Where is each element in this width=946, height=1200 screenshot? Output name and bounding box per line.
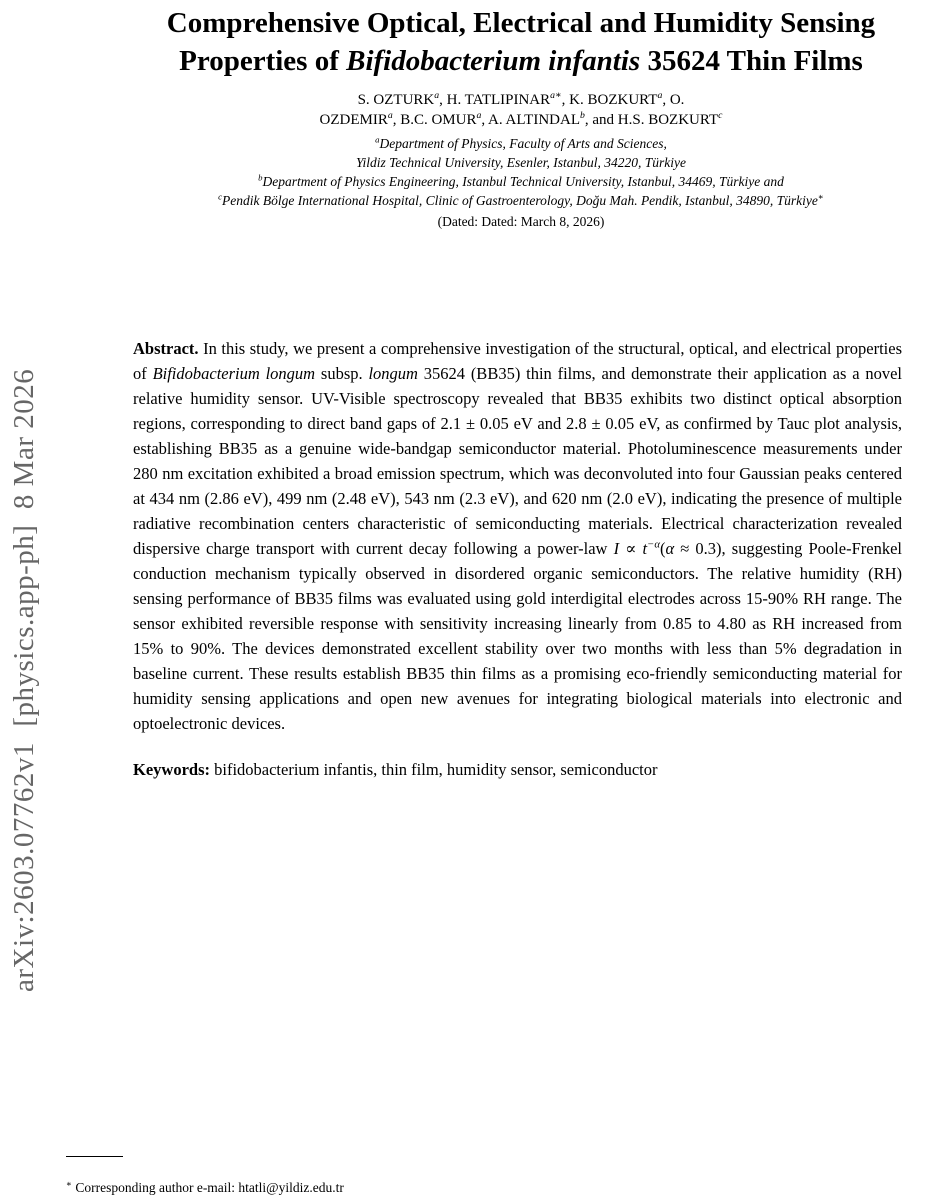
text-segment: ≈ 0.3), suggesting Poole-Frenkel conduction mechanism typically observed in disordered organic semiconductors. The relative humidity (RH) sensing performance of BB35 films was evaluated using gold interdigital electrodes across 15-90% RH range. The sensor exhibited reversible response with sensitivity increasing linearly from 0.85 to 4.80 as RH increased from 15% to 90%. The devices demonstrated excellent stability over two months with less than 5% degradation in baseline current. These results establish BB35 thin films as a promising eco-friendly semiconducting material for humidity sensing applications and open new avenues for integrating biological materials into electronic and optoelectronic devices. bbox=[133, 539, 902, 733]
text-segment: Yildiz Technical University, Esenler, Istanbul, 34220, Türkiye bbox=[356, 155, 686, 170]
text-segment: a∗ bbox=[550, 90, 562, 101]
text-segment: ( bbox=[659, 539, 666, 558]
text-segment: Abstract. bbox=[133, 339, 199, 358]
text-segment: subsp. bbox=[315, 364, 369, 383]
affiliation-line-4 bbox=[96, 191, 946, 210]
text-segment: , and H.S. BOZKURT bbox=[584, 112, 719, 128]
footnote-rule bbox=[66, 1156, 123, 1157]
text-segment: , H. TATLIPINAR bbox=[439, 92, 551, 108]
text-segment: Bifidobacterium longum bbox=[152, 364, 316, 383]
text-segment: b bbox=[258, 172, 263, 183]
text-segment: ∗ bbox=[817, 191, 824, 202]
text-segment: I bbox=[613, 539, 620, 558]
text-segment: c bbox=[218, 191, 222, 202]
text-segment: In this study, we present a comprehensive investigation of the structural, optical, and electrical properties of bbox=[133, 339, 902, 383]
paper-body bbox=[96, 336, 946, 782]
text-segment: ∝ bbox=[619, 539, 643, 558]
text-segment: , B.C. OMUR bbox=[392, 112, 477, 128]
keywords-line bbox=[133, 757, 902, 782]
text-segment: , K. BOZKURT bbox=[561, 92, 658, 108]
text-segment: a bbox=[434, 90, 440, 101]
text-segment: a bbox=[476, 110, 482, 121]
text-segment: a bbox=[375, 134, 380, 145]
text-segment: Pendik Bölge International Hospital, Clinic of Gastroenterology, Doğu Mah. Pendik, Istanbul, 34890, Türkiye bbox=[221, 193, 818, 208]
text-segment: c bbox=[718, 110, 723, 121]
paper-header bbox=[96, 0, 946, 230]
affiliation-line-2 bbox=[96, 153, 946, 172]
text-segment: −α bbox=[647, 538, 660, 551]
text-segment: b bbox=[580, 110, 585, 121]
text-segment: bifidobacterium infantis, thin film, humidity sensor, semiconductor bbox=[210, 760, 658, 779]
text-segment: , A. ALTINDAL bbox=[481, 112, 580, 128]
author-list bbox=[96, 90, 946, 130]
text-segment: Keywords: bbox=[133, 760, 210, 779]
affiliations bbox=[96, 134, 946, 210]
abstract-paragraph bbox=[133, 336, 902, 736]
paper-title-line-2 bbox=[96, 42, 946, 80]
text-segment: longum bbox=[368, 364, 418, 383]
text-segment: Properties of bbox=[179, 45, 347, 77]
text-segment: a bbox=[657, 90, 663, 101]
text-segment: 35624 Thin Films bbox=[640, 45, 863, 77]
corresponding-author-footnote bbox=[66, 1180, 344, 1196]
paper-title bbox=[96, 0, 946, 80]
affiliation-line-1 bbox=[96, 134, 946, 153]
text-segment: Corresponding author e-mail: htatli@yildiz.edu.tr bbox=[71, 1180, 344, 1195]
text-segment: Bifidobacterium infantis bbox=[346, 45, 641, 77]
text-segment: t bbox=[642, 539, 648, 558]
text-segment: a bbox=[387, 110, 393, 121]
text-segment: S. OZTURK bbox=[357, 92, 435, 108]
text-segment: OZDEMIR bbox=[319, 112, 388, 128]
text-segment: , O. bbox=[662, 92, 685, 108]
date-line: (Dated: Dated: March 8, 2026) bbox=[437, 214, 605, 229]
author-line-2 bbox=[96, 110, 946, 130]
paper-content-column bbox=[96, 0, 946, 782]
text-segment: 35624 (BB35) thin films, and demonstrate their application as a novel relative humidity sensor. UV-Visible spectroscopy revealed that BB35 exhibits two distinct optical absorption regions, corresponding to direct band gaps of 2.1 ± 0.05 eV and 2.8 ± 0.05 eV, as confirmed by Tauc plot analysis, establishing BB35 as a genuine wide-bandgap semiconductor material. Photoluminescence measurements under 280 nm excitation exhibited a broad emission spectrum, which was deconvoluted into four Gaussian peaks centered at 434 nm (2.86 eV), 499 nm (2.48 eV), 543 nm (2.3 eV), and 620 nm (2.0 eV), indicating the presence of multiple radiative recombination centers characteristic of semiconducting materials. Electrical characterization revealed dispersive charge transport with current decay following a power-law bbox=[133, 364, 903, 558]
text-segment: α bbox=[665, 539, 675, 558]
text-segment: Department of Physics Engineering, Istanbul Technical University, Istanbul, 34469, Türkiye and bbox=[262, 174, 784, 189]
text-segment: Department of Physics, Faculty of Arts and Sciences, bbox=[379, 136, 667, 151]
text-segment: ∗ bbox=[66, 1178, 72, 1189]
author-line-1 bbox=[96, 90, 946, 110]
paper-title-line-1: Comprehensive Optical, Electrical and Humidity Sensing bbox=[166, 7, 876, 39]
arxiv-watermark: arXiv:2603.07762v1 [physics.app-ph] 8 Mar 2026 bbox=[8, 368, 40, 992]
affiliation-line-3 bbox=[96, 172, 946, 191]
